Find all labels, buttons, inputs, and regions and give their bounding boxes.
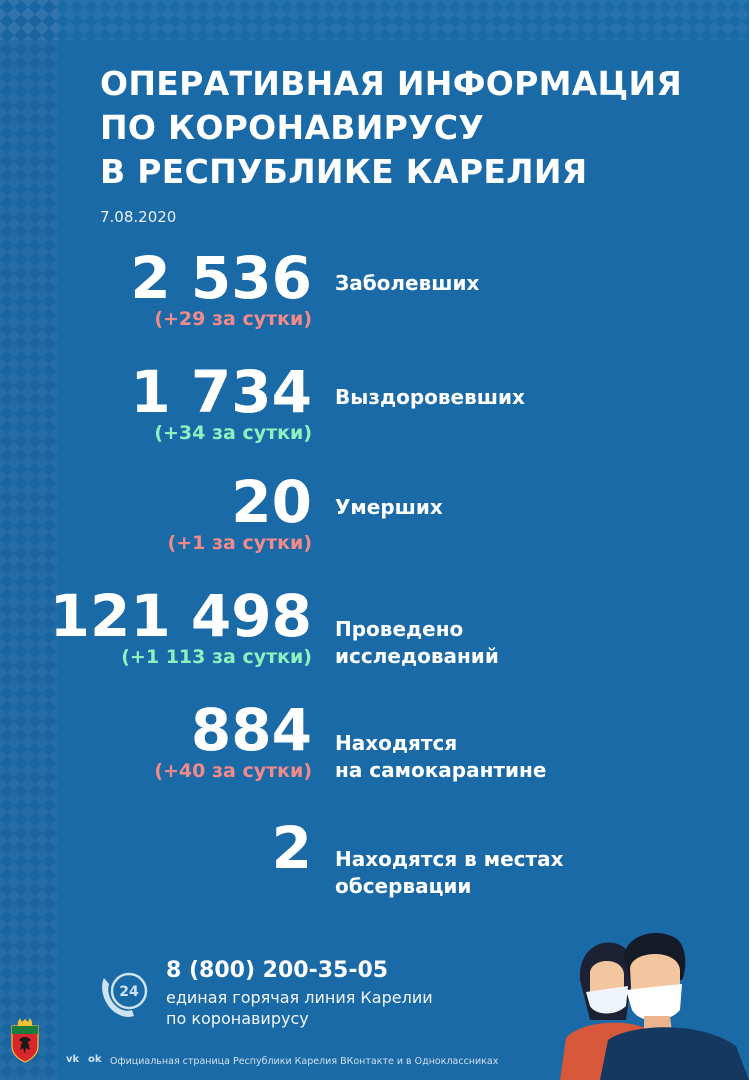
hotline-phone[interactable]: 8 (800) 200-35-05 [166,958,389,983]
title-line-2: ПО КОРОНАВИРУСУ [100,108,485,147]
karelia-coat-of-arms-icon [8,1018,42,1064]
stat-number: 1 734 [130,358,312,426]
hotline-caption-line-1: единая горячая линия Карелии [166,988,433,1007]
stat-infected [60,244,700,338]
footer-text: Официальная страница Республики Карелия ВКонтакте и в Одноклассниках [110,1056,499,1067]
stat-recovered [60,358,700,452]
hotline-caption-line-2: по коронавирусу [166,1009,309,1028]
stat-number: 2 [271,814,312,882]
stat-delta: (+29 за сутки) [154,308,312,330]
page-title [100,62,720,194]
svg-text:24: 24 [119,984,139,1000]
stat-label: Умерших [335,495,443,519]
stat-label-line-1: Находятся в местах [335,847,564,871]
phone-24-icon [98,964,156,1022]
stat-number: 121 498 [49,582,312,650]
stat-number: 884 [190,696,312,764]
title-line-1: ОПЕРАТИВНАЯ ИНФОРМАЦИЯ [100,64,683,103]
stat-deaths [60,468,700,562]
ornament-strip [0,0,58,1080]
report-date: 7.08.2020 [100,208,177,226]
stat-label: Заболевших [335,271,480,295]
odnoklassniki-icon[interactable]: ok [88,1054,102,1065]
stat-self-quarantine [60,696,700,790]
stat-number: 2 536 [130,244,312,312]
hotline-block [98,958,498,1038]
stat-label-line-2: на самокарантине [335,758,547,782]
stat-label: Выздоровевших [335,385,525,409]
stat-delta: (+40 за сутки) [154,760,312,782]
stat-number: 20 [231,468,312,536]
stat-delta: (+34 за сутки) [154,422,312,444]
stat-tests [49,582,700,676]
stat-label-line-2: исследований [335,644,499,668]
stat-label-line-1: Находятся [335,731,458,755]
vk-icon[interactable]: vk [66,1054,80,1065]
stat-observation [60,814,700,908]
stat-label-line-1: Проведено [335,617,464,641]
stat-label-line-2: обсервации [335,874,472,898]
title-line-3: В РЕСПУБЛИКЕ КАРЕЛИЯ [100,152,588,191]
ornament-top [0,0,749,40]
stat-delta: (+1 113 за сутки) [121,646,312,668]
people-in-masks-illustration [560,920,749,1080]
stat-delta: (+1 за сутки) [167,532,312,554]
